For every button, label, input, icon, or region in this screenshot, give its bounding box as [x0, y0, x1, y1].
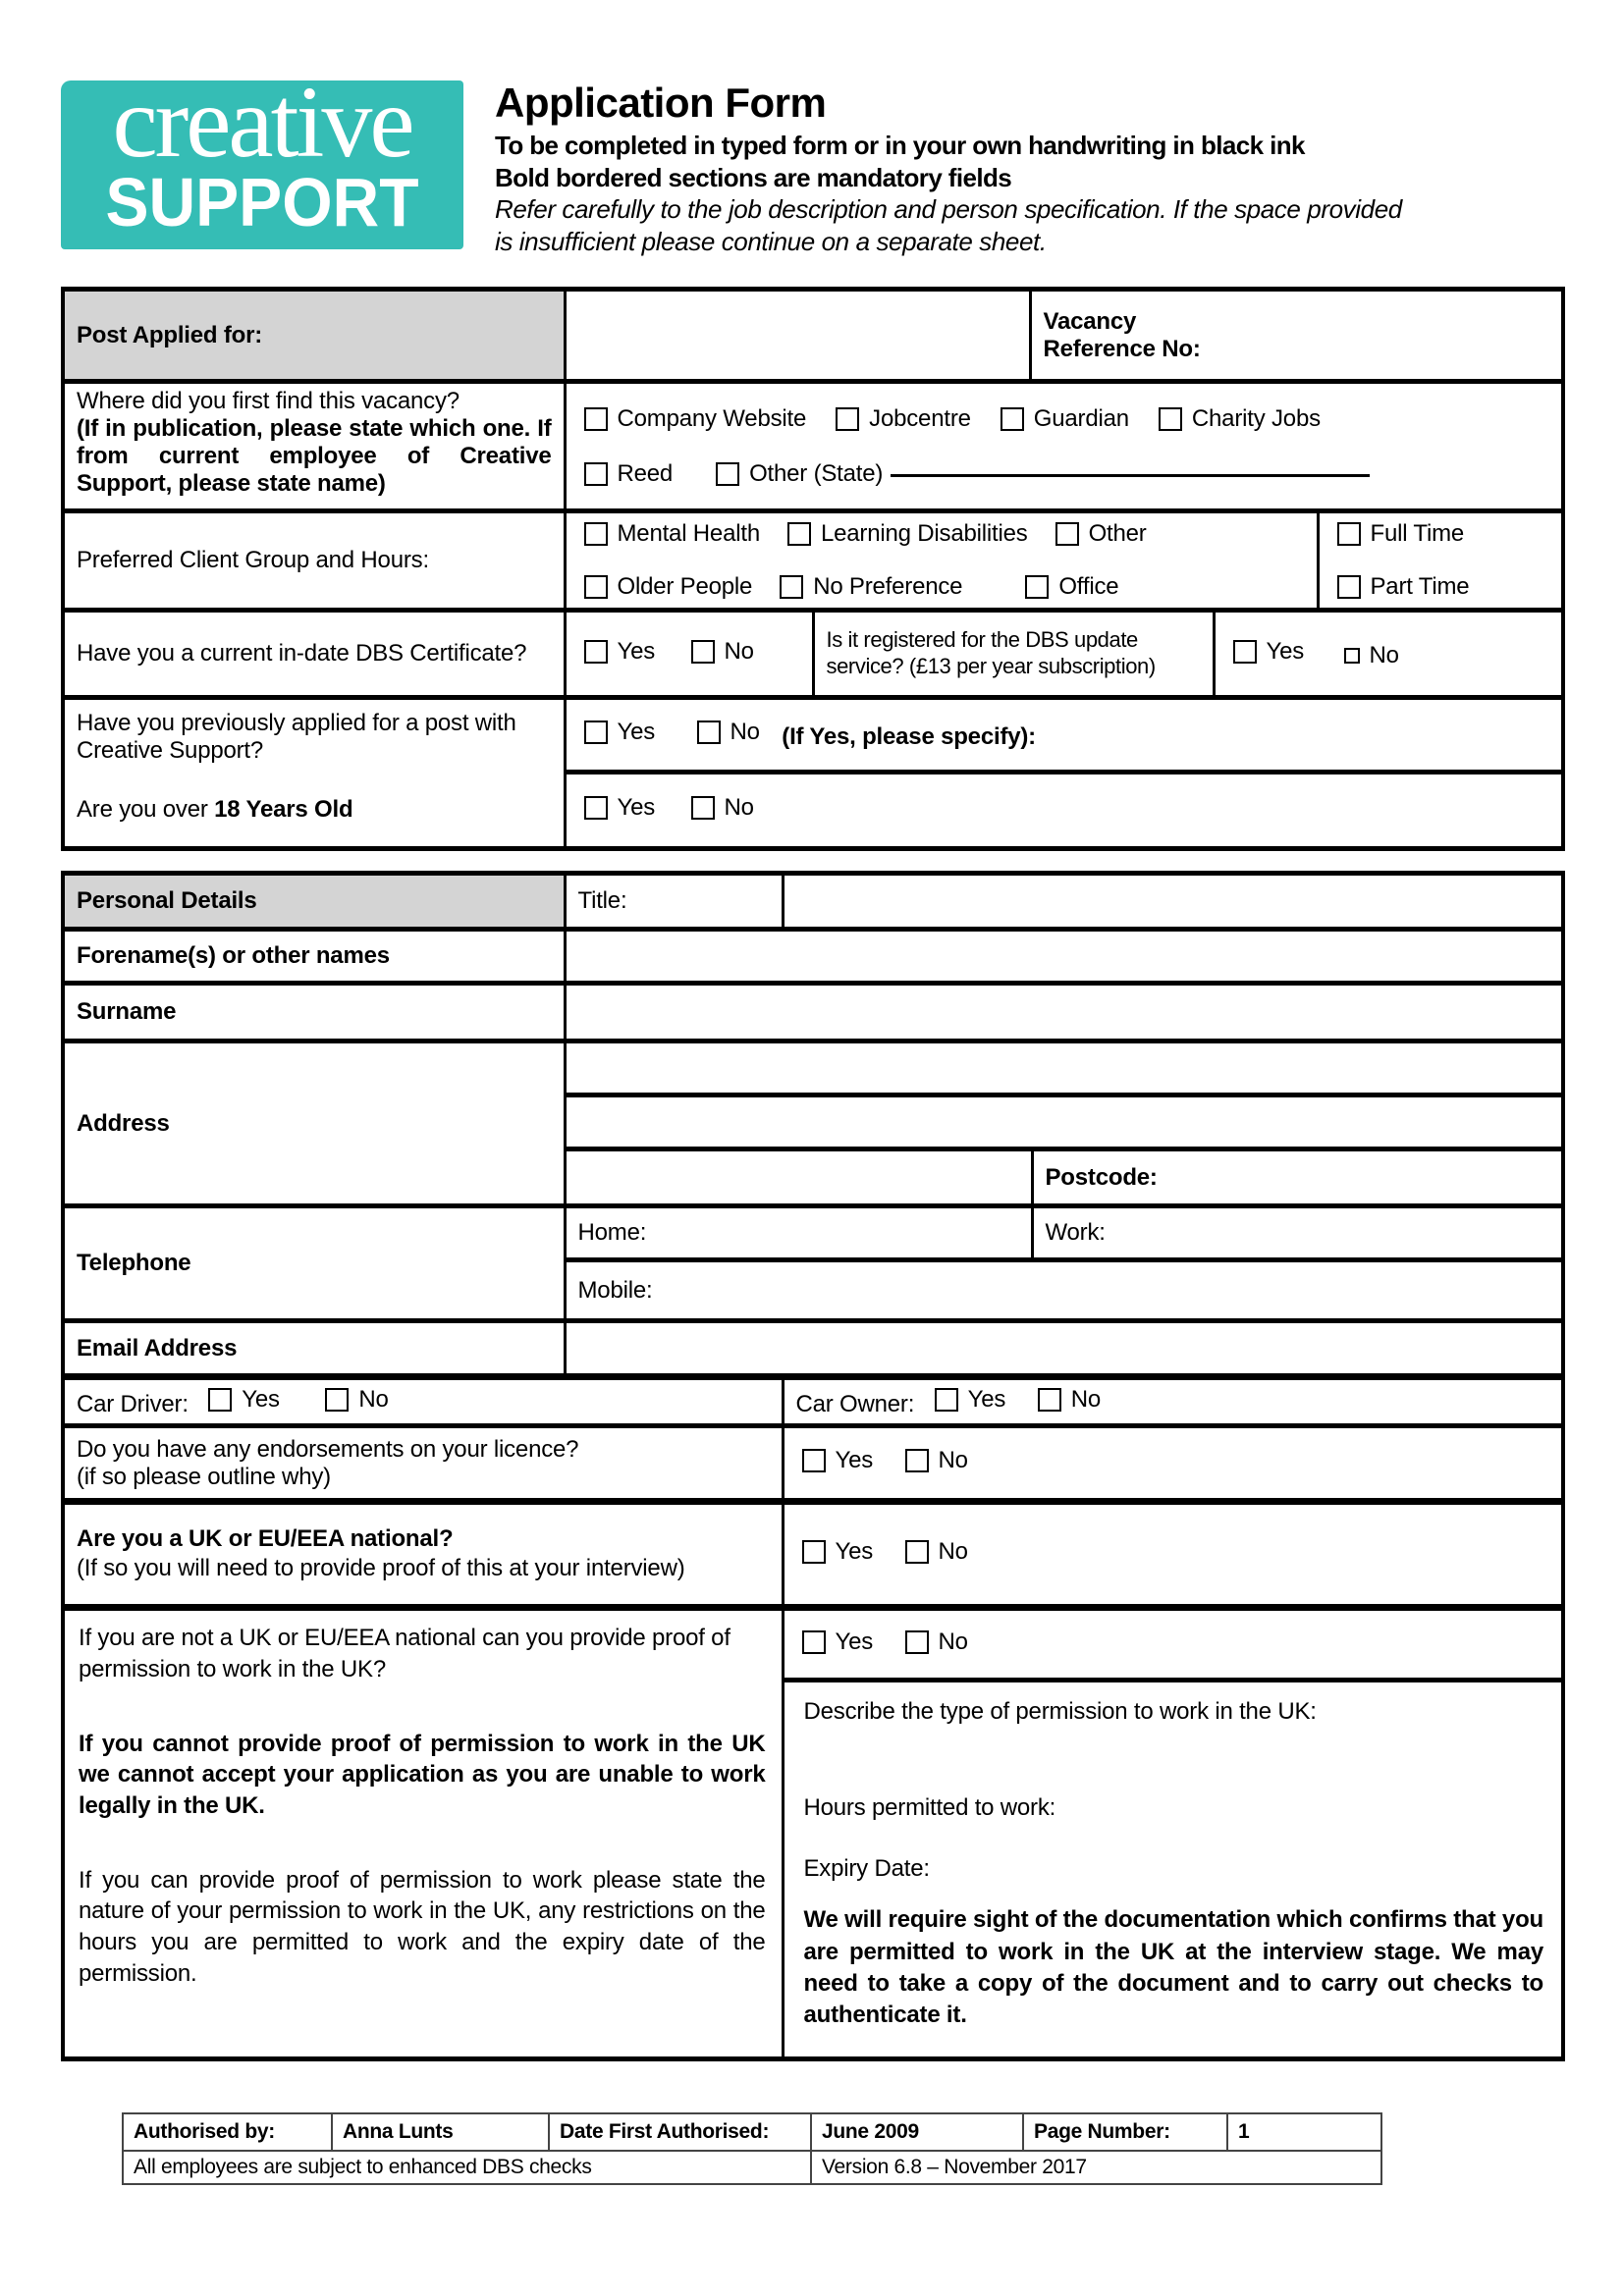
checkbox-car-owner-yes[interactable]: [935, 1388, 958, 1412]
address-label: Address: [63, 1041, 565, 1206]
find-vacancy-label: Where did you first find this vacancy? (If in publication, please state which one. If from current employee of Creative Support, please state name): [63, 382, 565, 511]
permission-yes-no: Yes No: [783, 1608, 1563, 1681]
checkbox-dbs-update-yes[interactable]: [1233, 640, 1257, 664]
national-yes-no: Yes No: [783, 1502, 1563, 1608]
header-text: [495, 80, 1402, 257]
checkbox-previous-yes[interactable]: [584, 721, 608, 744]
post-applied-input[interactable]: [565, 290, 1030, 382]
find-vacancy-options: Company Website Jobcentre Guardian Charity Jobs Reed Other (State): [565, 382, 1563, 511]
authorised-by-label: Authorised by:: [123, 2113, 332, 2151]
dbs-yes-no: Yes No: [565, 611, 813, 698]
authorised-by-value: Anna Lunts: [332, 2113, 549, 2151]
national-label: Are you a UK or EU/EEA national? (If so you will need to provide proof of this at your interview): [63, 1502, 783, 1608]
hours-options: Full Time Part Time: [1318, 511, 1563, 611]
header-note-2: is insufficient please continue on a separate sheet.: [495, 226, 1047, 256]
header-instruction-2: Bold bordered sections are mandatory fields: [495, 162, 1012, 192]
forename-input[interactable]: [565, 930, 1563, 984]
checkbox-other-state[interactable]: [716, 462, 739, 486]
checkbox-age-no[interactable]: [691, 796, 715, 820]
version-label: Version 6.8 – November 2017: [811, 2151, 1381, 2184]
car-owner-row: Car Owner: Yes No: [783, 1377, 1563, 1426]
checkbox-permission-no[interactable]: [905, 1630, 929, 1654]
endorsements-label: Do you have any endorsements on your licence? (if so please outline why): [63, 1426, 783, 1502]
checkbox-older-people[interactable]: [584, 575, 608, 599]
checkbox-full-time[interactable]: [1337, 522, 1361, 546]
permission-left-text: [63, 1608, 783, 2059]
header: [61, 80, 1561, 257]
permission-details-cell[interactable]: [783, 1681, 1563, 2059]
post-applied-label: Post Applied for:: [63, 290, 565, 382]
checkbox-reed[interactable]: [584, 462, 608, 486]
address-input-line2[interactable]: [565, 1095, 1563, 1149]
checkbox-learning-disabilities[interactable]: [787, 522, 811, 546]
dbs-update-yes-no: Yes No: [1214, 611, 1563, 698]
checkbox-national-no[interactable]: [905, 1540, 929, 1564]
permission-docs-note: We will require sight of the documentation which confirms that you are permitted to work in the UK at the interview stage. We may need to take a copy of the document and to carry out checks to authenticate it.: [803, 1906, 1543, 2029]
title-label: Title:: [565, 874, 783, 930]
checkbox-guardian[interactable]: [1001, 407, 1024, 431]
date-first-authorised-value: June 2009: [811, 2113, 1023, 2151]
vacancy-table: [61, 287, 1565, 851]
dbs-question-label: Have you a current in-date DBS Certificate?: [63, 611, 565, 698]
surname-label: Surname: [63, 984, 565, 1041]
checkbox-age-yes[interactable]: [584, 796, 608, 820]
checkbox-office[interactable]: [1025, 575, 1049, 599]
dbs-checks-note: All employees are subject to enhanced DBS checks: [123, 2151, 811, 2184]
telephone-label: Telephone: [63, 1206, 565, 1321]
footer-table: [122, 2112, 1382, 2185]
checkbox-previous-no[interactable]: [697, 721, 721, 744]
address-input-line3[interactable]: [565, 1149, 1032, 1206]
vacancy-ref-label[interactable]: Vacancy Reference No:: [1030, 290, 1563, 382]
logo-word-support: SUPPORT: [105, 164, 419, 240]
checkbox-dbs-yes[interactable]: [584, 640, 608, 664]
checkbox-endorsements-no[interactable]: [905, 1449, 929, 1472]
permission-info: If you can provide proof of permission to work please state the nature of your permission to work in the UK, any restrictions on the hours you are permitted to work and the expiry date of the permission.: [79, 1866, 766, 1987]
phone-work-field[interactable]: Work:: [1032, 1206, 1563, 1260]
checkbox-charity-jobs[interactable]: [1159, 407, 1182, 431]
checkbox-no-preference[interactable]: [780, 575, 803, 599]
previous-application-label: Have you previously applied for a post with Creative Support?: [77, 710, 516, 765]
checkbox-car-owner-no[interactable]: [1038, 1388, 1061, 1412]
permission-question: If you are not a UK or EU/EEA national can you provide proof of permission to work in the UK?: [79, 1625, 730, 1682]
checkbox-company-website[interactable]: [584, 407, 608, 431]
permission-describe-label: Describe the type of permission to work in the UK:: [803, 1698, 1317, 1726]
checkbox-permission-yes[interactable]: [802, 1630, 826, 1654]
previous-and-age-labels: [63, 698, 565, 849]
surname-input[interactable]: [565, 984, 1563, 1041]
dbs-update-question: Is it registered for the DBS update service? (£13 per year subscription): [813, 611, 1214, 698]
checkbox-endorsements-yes[interactable]: [802, 1449, 826, 1472]
previous-specify-note: (If Yes, please specify):: [782, 723, 1036, 751]
page-number-value: 1: [1227, 2113, 1381, 2151]
title-input[interactable]: [783, 874, 1563, 930]
checkbox-jobcentre[interactable]: [836, 407, 859, 431]
forename-label: Forename(s) or other names: [63, 930, 565, 984]
car-driver-row: Car Driver: Yes No: [63, 1377, 783, 1426]
phone-home-field[interactable]: Home:: [565, 1206, 1032, 1260]
date-first-authorised-label: Date First Authorised:: [549, 2113, 811, 2151]
checkbox-national-yes[interactable]: [802, 1540, 826, 1564]
logo-word-creative: creative: [112, 80, 412, 179]
page-number-label: Page Number:: [1023, 2113, 1227, 2151]
client-group-options: Mental Health Learning Disabilities Other Older People No Preference Office: [565, 511, 1318, 611]
checkbox-car-driver-yes[interactable]: [208, 1388, 232, 1412]
previous-application-yes-no: Yes No (If Yes, please specify):: [565, 698, 1563, 773]
personal-details-table: [61, 871, 1565, 2061]
address-input-line1[interactable]: [565, 1041, 1563, 1095]
header-instruction-1: To be completed in typed form or in your own handwriting in black ink: [495, 131, 1305, 161]
personal-details-heading: Personal Details: [63, 874, 565, 930]
phone-mobile-field[interactable]: Mobile:: [565, 1260, 1563, 1321]
endorsements-yes-no: Yes No: [783, 1426, 1563, 1502]
checkbox-other-group[interactable]: [1055, 522, 1079, 546]
email-input[interactable]: [565, 1321, 1563, 1377]
age-yes-no: Yes No: [565, 773, 1563, 849]
permission-hours-label: Hours permitted to work:: [803, 1794, 1056, 1822]
permission-expiry-label: Expiry Date:: [803, 1855, 930, 1883]
checkbox-part-time[interactable]: [1337, 575, 1361, 599]
creative-support-logo: [61, 80, 463, 249]
client-group-label: Preferred Client Group and Hours:: [63, 511, 565, 611]
checkbox-dbs-update-no[interactable]: [1344, 648, 1360, 664]
other-state-input-line[interactable]: [891, 470, 1370, 477]
email-label: Email Address: [63, 1321, 565, 1377]
checkbox-mental-health[interactable]: [584, 522, 608, 546]
permission-warning: If you cannot provide proof of permission to work in the UK we cannot accept your application as you are unable to work legally in the UK.: [79, 1730, 766, 1819]
postcode-label[interactable]: Postcode:: [1032, 1149, 1563, 1206]
page-title: Application Form: [495, 80, 827, 126]
checkbox-dbs-no[interactable]: [691, 640, 715, 664]
header-note-1: Refer carefully to the job description and person specification. If the space provided: [495, 194, 1402, 225]
age-label: Are you over 18 Years Old: [77, 796, 353, 824]
checkbox-car-driver-no[interactable]: [325, 1388, 349, 1412]
